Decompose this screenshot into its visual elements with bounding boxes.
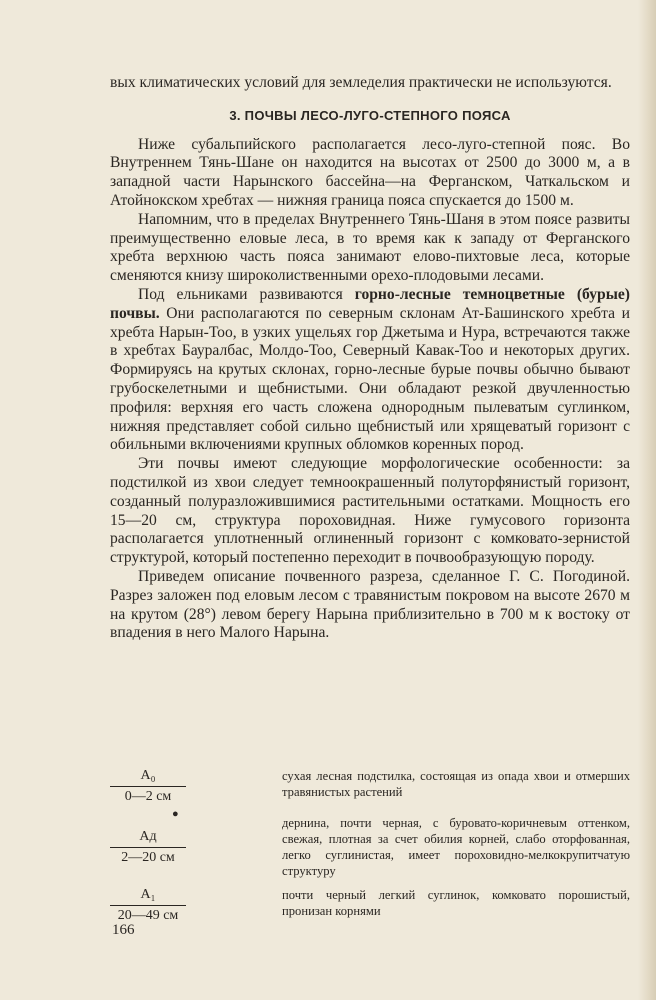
horizon-label [110,829,186,866]
soil-horizons-table [110,768,630,932]
section-heading: 3. ПОЧВЫ ЛЕСО-ЛУГО-СТЕПНОГО ПОЯСА [229,107,511,123]
intro-paragraph: вых климатических условий для земледелия практически не используются. [110,74,612,91]
paragraph-3-bold-term: горно-лесные темноцветные (бурые) почвы. [110,285,630,322]
paragraph-3-rest: Они располагаются по северным склонам Ат-Башинского хребта и хребта Нарын-Тоо, в узких ущельях гор Джетыма и Нура, встречаются также в хребтах Бауралбас, Молдо-Тоо, Северный Кавак-Тоо и некоторых других. Формируясь на крутых склонах, горно-лесные бурые почвы обычно бывают грубоскелетными и щебнистыми. Они обладают резкой двучленностью профиля: верхняя его часть сложена однородным пылеватым суглинком, нижняя представляет собой сильно щебнистый или хрящеватый горизонт с обильными включениями крупных обломков коренных пород. [110,304,630,454]
horizon-name: A₁ [110,887,186,906]
horizon-row [110,887,630,924]
horizon-row [110,815,630,879]
paragraph-5: Приведем описание почвенного разреза, сделанное Г. С. Погодиной. Разрез заложен под еловым лесом с травянистым покровом на высоте 2670 м на крутом (28°) левом берегу Нарына приблизительно в 700 м к востоку от впадения в него Малого Нарына. [110,567,630,642]
paragraph-1: Ниже субальпийского располагается лесо-луго-степной пояс. Во Внутреннем Тянь-Шане он находится на высотах от 2500 до 3000 м, а в западной части Нарынского бассейна—на Ферганском, Чаткальском и Атойнокском хребтах — нижняя граница пояса спускается до 1500 м. [110,135,630,209]
paragraph-4: Эти почвы имеют следующие морфологические особенности: за подстилкой из хвои следует темноокрашенный полуторфянистый горизонт, созданный полуразложившимися растительными остатками. Мощность его 15—20 см, структура пороховидная. Ниже гумусового горизонта располагается уплотненный оглиненный горизонт с комковато-зернистой структурой, который постепенно переходит в почвообразующую породу. [110,455,630,567]
body-text [110,74,630,643]
horizon-row [110,768,630,805]
horizon-description: сухая лесная подстилка, состоящая из опада хвои и отмерших травянистых растений [282,769,630,799]
horizon-depth: 0—2 см [124,789,172,804]
horizon-label [110,887,186,924]
paragraph-3-start: Под ельниками развиваются [138,285,355,303]
horizon-label [110,768,186,805]
horizon-description: дернина, почти черная, с буровато-коричневым оттенком, свежая, плотная за счет обилия корней, слабо оторфованная, легко суглинистая, имеет пороховидно-мелкокрупитчатую структуру [282,816,630,878]
horizon-name: Ад [110,829,186,848]
ink-spot: ● [172,808,179,820]
horizon-depth: 20—49 см [117,908,179,923]
paragraph-2: Напомним, что в пределах Внутреннего Тянь-Шаня в этом поясе развиты преимущественно еловые леса, в то время как к западу от Ферганского хребта верхнюю часть пояса занимают елово-пихтовые леса, которые сменяются книзу широколиственными орехо-плодовыми лесами. [110,210,630,285]
horizon-depth: 2—20 см [121,850,175,865]
page-number: 166 [112,922,135,938]
page-gutter-shadow [638,0,656,1000]
horizon-name: A₀ [110,768,186,787]
horizon-description: почти черный легкий суглинок, комковато порошистый, пронизан корнями [282,888,630,918]
paragraph-3 [110,286,630,455]
